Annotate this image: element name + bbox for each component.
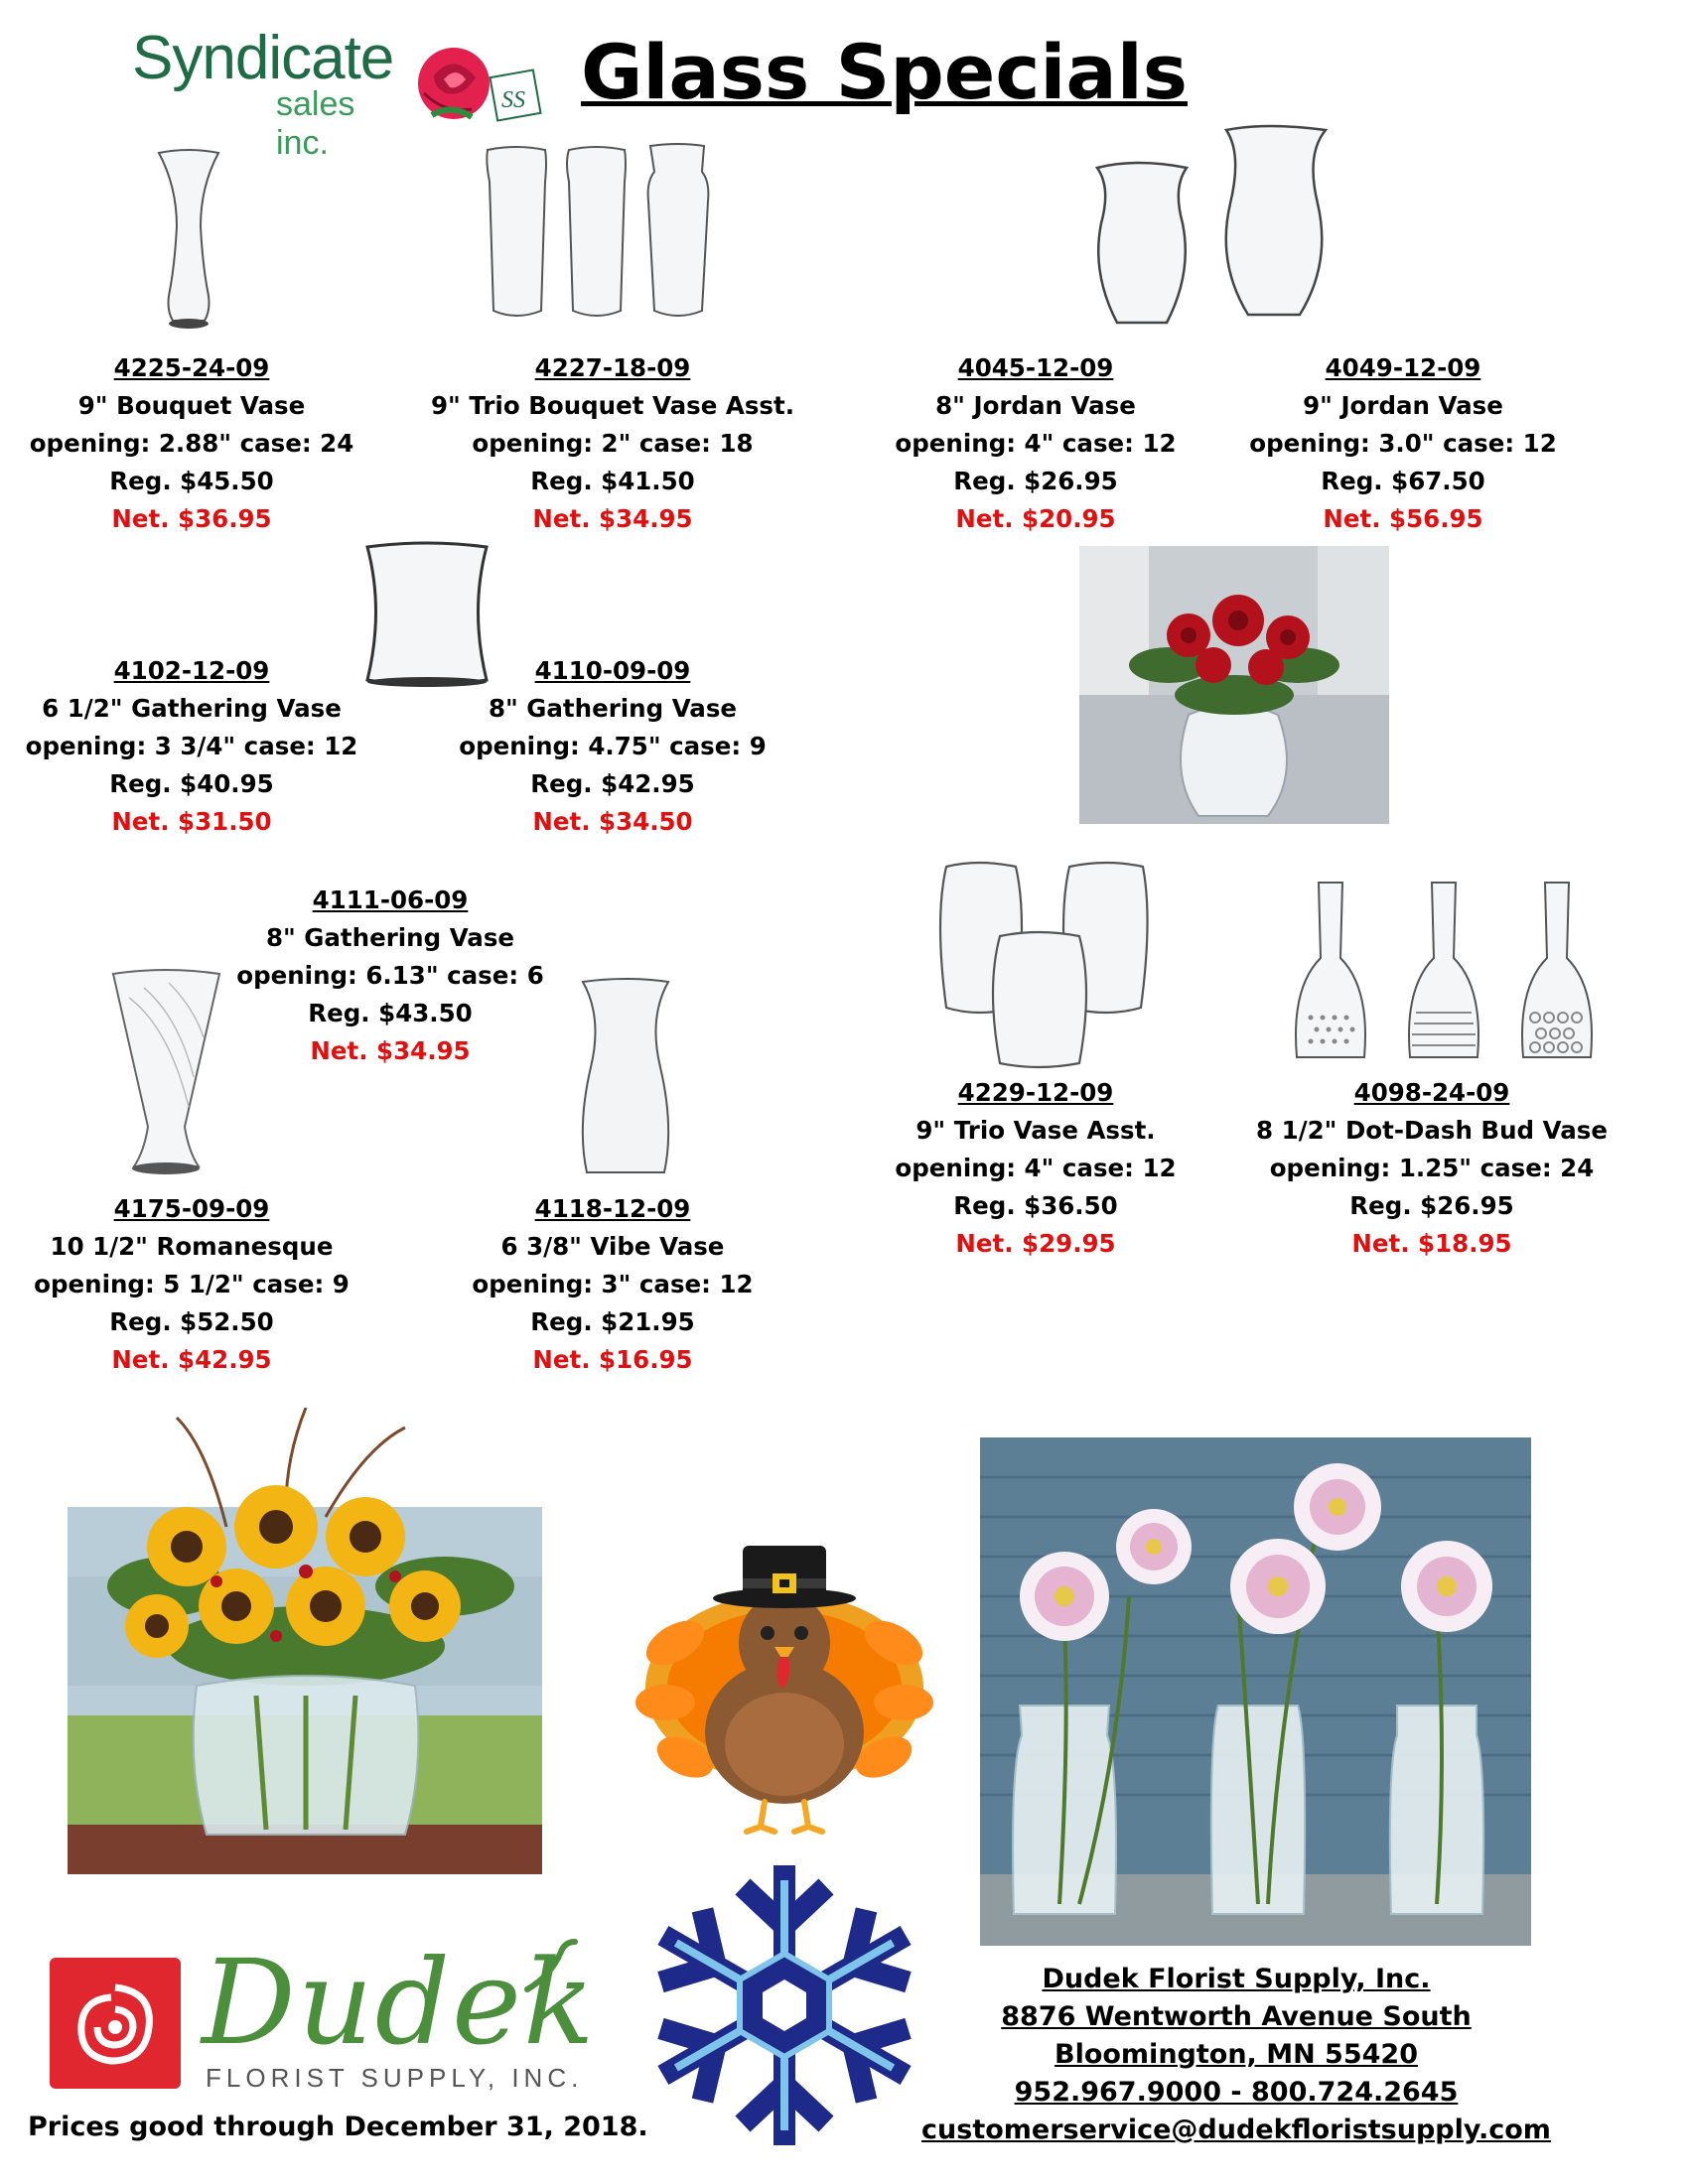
product-4111-06-09 xyxy=(236,882,544,1070)
product-4175-09-09 xyxy=(34,1190,350,1379)
turkey-icon xyxy=(635,1524,933,1846)
product-sku: 4102-12-09 xyxy=(113,656,270,685)
product-details: opening: 2.88" case: 24 xyxy=(29,429,354,458)
product-sku: 4049-12-09 xyxy=(1325,353,1481,382)
product-details: opening: 4" case: 12 xyxy=(895,429,1177,458)
product-details: opening: 6.13" case: 6 xyxy=(236,961,544,990)
contact-street: 8876 Wentworth Avenue South xyxy=(1001,2001,1472,2032)
product-4102-12-09 xyxy=(26,652,358,841)
contact-company: Dudek Florist Supply, Inc. xyxy=(1042,1964,1431,1994)
product-name: 8" Jordan Vase xyxy=(935,391,1136,420)
contact-email-link[interactable]: customerservice@dudekfloristsupply.com xyxy=(921,2115,1551,2145)
product-4110-09-09 xyxy=(459,652,767,841)
product-sku: 4110-09-09 xyxy=(534,656,691,685)
product-name: 6 3/8" Vibe Vase xyxy=(500,1232,725,1261)
romanesque-vase-icon xyxy=(109,968,223,1181)
product-name: 9" Trio Bouquet Vase Asst. xyxy=(430,391,795,420)
product-sku: 4227-18-09 xyxy=(534,353,691,382)
product-net-price: Net. $16.95 xyxy=(532,1345,693,1374)
product-details: opening: 2" case: 18 xyxy=(472,429,754,458)
contact-block xyxy=(921,1961,1551,2149)
trio-vase-icon xyxy=(482,142,720,326)
product-4225-24-09 xyxy=(30,349,354,538)
product-reg-price: Reg. $21.95 xyxy=(530,1307,695,1336)
product-details: opening: 3" case: 12 xyxy=(472,1270,754,1298)
product-name: 8" Gathering Vase xyxy=(265,923,515,952)
product-details: opening: 4" case: 12 xyxy=(895,1154,1177,1182)
product-sku: 4225-24-09 xyxy=(113,353,270,382)
bouquet-vase-icon xyxy=(149,147,228,331)
product-sku: 4098-24-09 xyxy=(1353,1078,1510,1107)
product-name: 6 1/2" Gathering Vase xyxy=(42,694,342,723)
product-net-price: Net. $20.95 xyxy=(955,504,1116,533)
product-net-price: Net. $34.95 xyxy=(310,1036,471,1065)
product-4118-12-09 xyxy=(472,1190,753,1379)
product-sku: 4045-12-09 xyxy=(957,353,1114,382)
product-name: 9" Trio Vase Asst. xyxy=(915,1116,1156,1145)
snowflake-icon xyxy=(635,1856,933,2154)
syndicate-badge: SS xyxy=(501,87,525,113)
product-name: 8 1/2" Dot-Dash Bud Vase xyxy=(1256,1116,1608,1145)
product-4049-12-09 xyxy=(1249,349,1557,538)
product-4229-12-09 xyxy=(895,1074,1176,1263)
product-details: opening: 3 3/4" case: 12 xyxy=(25,732,358,760)
product-reg-price: Reg. $43.50 xyxy=(308,999,473,1027)
product-name: 9" Jordan Vase xyxy=(1303,391,1503,420)
product-reg-price: Reg. $52.50 xyxy=(109,1307,274,1336)
product-sku: 4175-09-09 xyxy=(113,1194,270,1223)
product-name: 8" Gathering Vase xyxy=(488,694,738,723)
dudek-logo-word: Dudek xyxy=(202,1934,597,2071)
product-4227-18-09 xyxy=(431,349,794,538)
syndicate-brand-sub: sales inc. xyxy=(276,85,355,162)
sunflower-arrangement-photo xyxy=(68,1408,542,1874)
product-net-price: Net. $42.95 xyxy=(111,1345,272,1374)
rose-logo-icon xyxy=(50,1958,189,2097)
product-reg-price: Reg. $40.95 xyxy=(109,769,274,798)
product-reg-price: Reg. $26.95 xyxy=(953,467,1118,495)
dudek-swash-icon xyxy=(521,1936,581,1995)
syndicate-rose-icon xyxy=(412,44,551,127)
product-details: opening: 5 1/2" case: 9 xyxy=(34,1270,350,1298)
syndicate-brand-main: Syndicate xyxy=(132,24,394,92)
product-reg-price: Reg. $26.95 xyxy=(1349,1191,1514,1220)
product-name: 9" Bouquet Vase xyxy=(77,391,306,420)
product-net-price: Net. $56.95 xyxy=(1323,504,1483,533)
trio-vase-asst-icon xyxy=(938,859,1152,1072)
product-net-price: Net. $31.50 xyxy=(111,807,272,836)
product-sku: 4229-12-09 xyxy=(957,1078,1114,1107)
product-name: 10 1/2" Romanesque xyxy=(50,1232,334,1261)
product-4045-12-09 xyxy=(895,349,1176,538)
contact-phones: 952.967.9000 - 800.724.2645 xyxy=(1014,2077,1459,2108)
syndicate-logo xyxy=(132,24,394,162)
product-sku: 4118-12-09 xyxy=(534,1194,691,1223)
product-reg-price: Reg. $45.50 xyxy=(109,467,274,495)
dudek-logo-sub: FLORIST SUPPLY, INC. xyxy=(206,2063,584,2093)
product-net-price: Net. $34.50 xyxy=(532,807,693,836)
contact-city: Bloomington, MN 55420 xyxy=(1054,2039,1419,2070)
bud-vase-icon xyxy=(1291,879,1618,1072)
product-net-price: Net. $18.95 xyxy=(1351,1229,1512,1258)
page-title: Glass Specials xyxy=(581,28,1189,116)
dahlia-vases-photo xyxy=(980,1437,1531,1946)
product-reg-price: Reg. $67.50 xyxy=(1321,467,1485,495)
roses-vase-photo xyxy=(1079,546,1389,824)
vibe-vase-icon xyxy=(571,978,680,1181)
jordan-vase-icon xyxy=(1087,124,1345,333)
product-net-price: Net. $34.95 xyxy=(532,504,693,533)
product-reg-price: Reg. $36.50 xyxy=(953,1191,1118,1220)
product-details: opening: 4.75" case: 9 xyxy=(459,732,767,760)
product-details: opening: 3.0" case: 12 xyxy=(1249,429,1557,458)
product-net-price: Net. $29.95 xyxy=(955,1229,1116,1258)
product-reg-price: Reg. $41.50 xyxy=(530,467,695,495)
product-details: opening: 1.25" case: 24 xyxy=(1269,1154,1595,1182)
prices-note: Prices good through December 31, 2018. xyxy=(28,2112,648,2142)
product-4098-24-09 xyxy=(1256,1074,1608,1263)
product-net-price: Net. $36.95 xyxy=(111,504,272,533)
product-reg-price: Reg. $42.95 xyxy=(530,769,695,798)
product-sku: 4111-06-09 xyxy=(312,886,469,914)
